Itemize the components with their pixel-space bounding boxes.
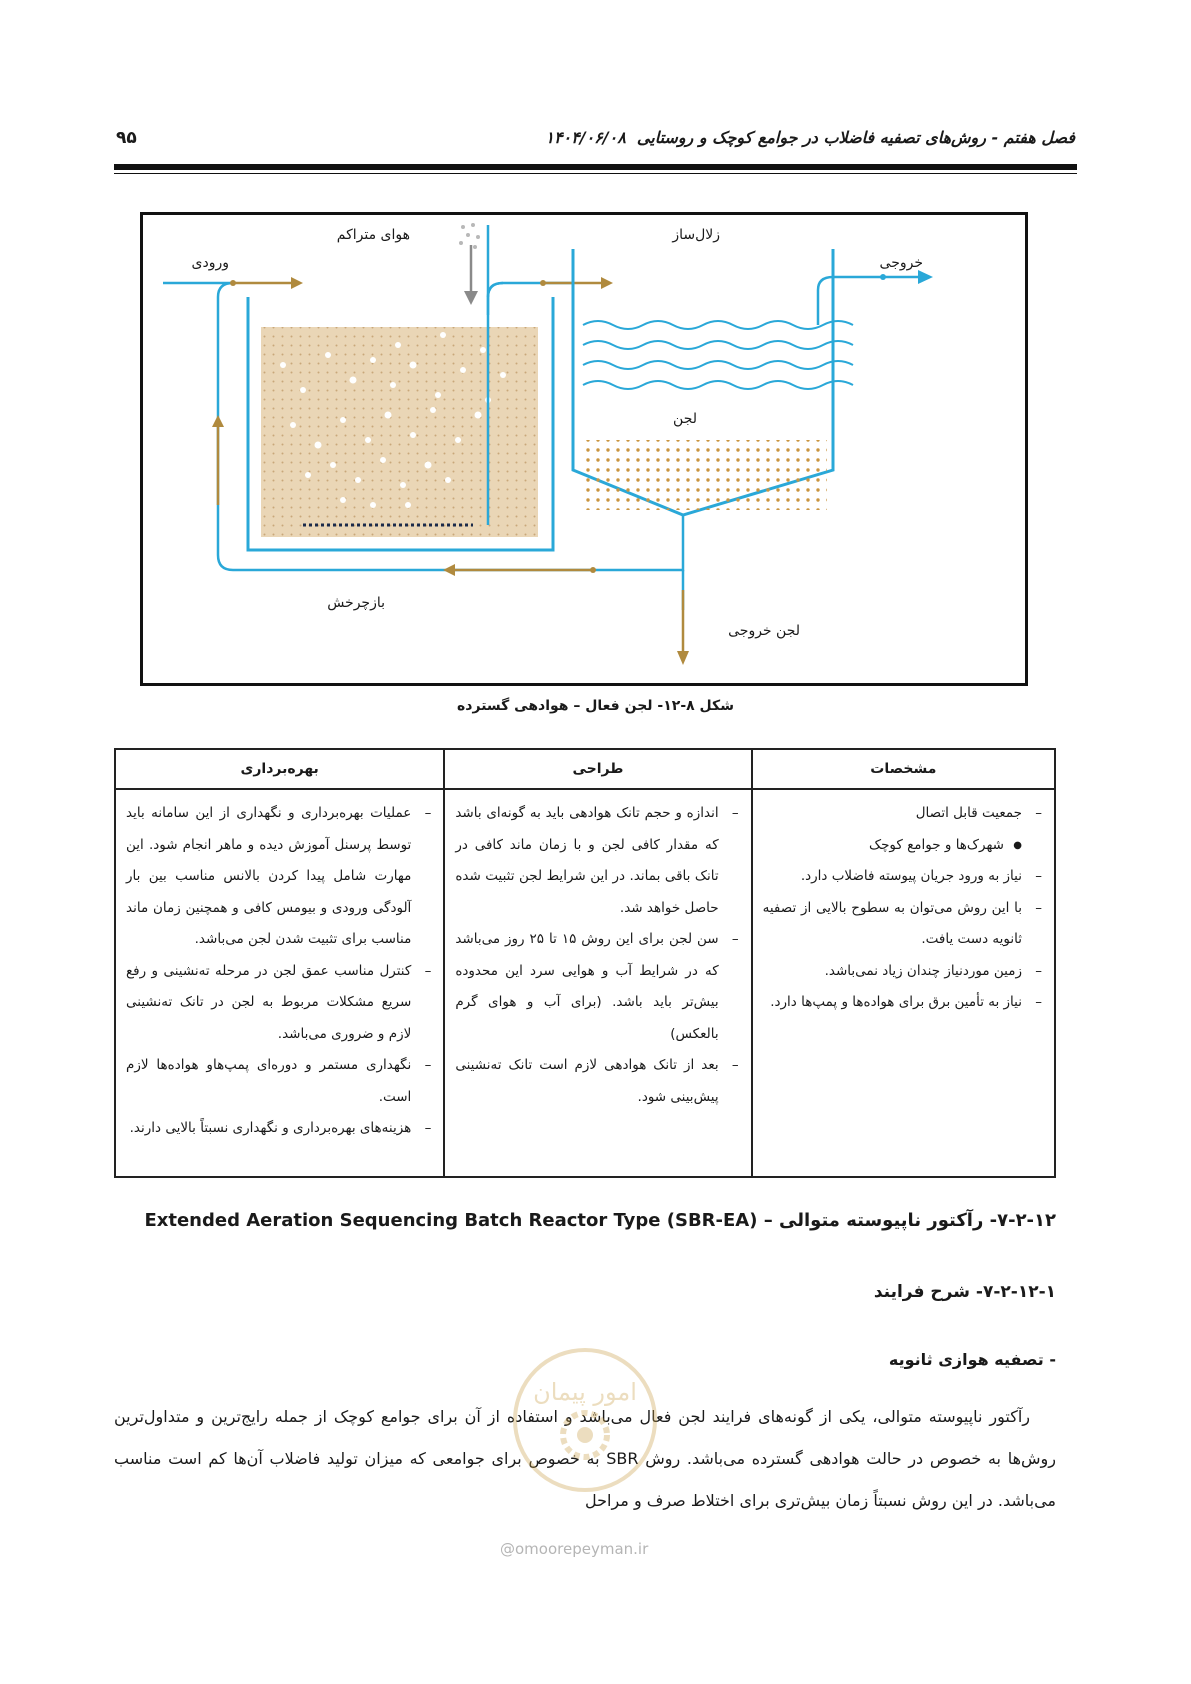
label-clarifier: زلال‌ساز xyxy=(672,227,720,243)
inlet-pipe xyxy=(163,283,233,515)
outlet-arrowhead xyxy=(918,270,933,284)
list-item: – زمین موردنیاز چندان زیاد نمی‌باشد. xyxy=(763,956,1044,988)
label-compressed-air: هوای متراکم xyxy=(336,227,410,243)
watermark-url: @omoorepeyman.ir xyxy=(500,1540,649,1558)
operation-cell xyxy=(115,789,444,1177)
clarifier-water-waves xyxy=(583,321,853,389)
header-design: طراحی xyxy=(444,749,751,789)
watermark-logo-text: امور پیمان xyxy=(533,1378,637,1406)
section-heading xyxy=(144,1210,1056,1231)
characteristics-table xyxy=(114,748,1056,1178)
list-item: ● شهرک‌ها و جوامع کوچک xyxy=(763,830,1026,862)
design-cell xyxy=(444,789,751,1177)
table-row xyxy=(115,789,1055,1177)
list-item: – کنترل مناسب عمق لجن در مرحله ته‌نشینی و رفع سریع مشکلات مربوط به لجن در تانک ته‌نشینی لازم و ضروری می‌باشد. xyxy=(126,956,433,1051)
section-heading-fa: رآکتور ناپیوسته متوالی – xyxy=(763,1210,984,1231)
list-item: – عملیات بهره‌برداری و نگهداری از این سامانه باید توسط پرسنل آموزش دیده و ماهر انجام شود. این مهارت شامل پیدا کردن بالانس مناسب بین بار آلودگی ورودی و بیومس کافی و همچنین زمان ماند مناسب برای تثبیت شدن لجن می‌باشد. xyxy=(126,798,433,956)
chapter-title: فصل هفتم - روش‌های تصفیه فاضلاب در جوامع کوچک و روستایی xyxy=(636,128,1075,147)
diagram-svg xyxy=(143,215,1025,683)
transfer-pipe xyxy=(488,283,573,297)
running-title xyxy=(545,128,1075,147)
table-header-row xyxy=(115,749,1055,789)
header-operation: بهره‌برداری xyxy=(115,749,444,789)
aeration-sludge-volume xyxy=(261,327,538,537)
section-heading-number: ۷-۲-۱۲- xyxy=(989,1210,1056,1231)
header-rule-thin xyxy=(114,173,1077,174)
subsection-heading: ۷-۲-۱۲-۱- شرح فرایند xyxy=(873,1282,1056,1302)
watermark-logo xyxy=(505,1340,665,1500)
list-item: – اندازه و حجم تانک هوادهی باید به گونه‌ای باشد که مقدار کافی لجن و با زمان ماند کافی در تانک باقی بماند. در این شرایط لجن تثبیت شده حاصل خواهد شد. xyxy=(455,798,740,924)
settled-sludge xyxy=(581,440,827,510)
header-date: ۱۴۰۴/۰۶/۰۸ xyxy=(545,128,626,147)
list-item: – هزینه‌های بهره‌برداری و نگهداری نسبتاً بالایی دارند. xyxy=(126,1113,433,1145)
header-rule xyxy=(114,164,1077,170)
list-item: – جمعیت قابل اتصال xyxy=(763,798,1044,830)
list-item: – بعد از تانک هوادهی لازم است تانک ته‌نشینی پیش‌بینی شود. xyxy=(455,1050,740,1113)
list-item: – نگهداری مستمر و دوره‌ای پمپ‌هاو هواده‌ها لازم است. xyxy=(126,1050,433,1113)
list-item: – سن لجن برای این روش ۱۵ تا ۲۵ روز می‌باشد که در شرایط آب و هوایی سرد این محدوده بیش‌تر باید باشد. (برای آب و هوای گرم بالعکس) xyxy=(455,924,740,1050)
list-item: – نیاز به ورود جریان پیوسته فاضلاب دارد. xyxy=(763,861,1044,893)
page-header xyxy=(116,128,1075,158)
label-sludge-out: لجن خروجی xyxy=(728,623,800,639)
label-outlet: خروجی xyxy=(879,255,923,271)
page-number: ۹۵ xyxy=(116,128,137,148)
label-sludge: لجن xyxy=(673,411,697,427)
sub-subsection-heading: - تصفیه هوازی ثانویه xyxy=(888,1350,1056,1369)
figure-caption: شکل ۸-۱۲- لجن فعال – هوادهی گسترده xyxy=(457,698,734,714)
air-particles xyxy=(459,223,480,249)
section-heading-en: Extended Aeration Sequencing Batch Reactor Type (SBR-EA) xyxy=(144,1210,758,1231)
air-arrowhead xyxy=(464,291,478,305)
list-item: – نیاز به تأمین برق برای هواده‌ها و پمپ‌ها دارد. xyxy=(763,987,1044,1019)
process-diagram xyxy=(140,212,1028,686)
label-recycle: بازچرخش xyxy=(327,595,385,611)
body-paragraph: رآکتور ناپیوسته متوالی، یکی از گونه‌های فرایند لجن فعال می‌باشد و استفاده از آن برای جوامع کوچک از جمله رایج‌ترین و متداول‌ترین روش‌ها به خصوص در حالت هوادهی گسترده می‌باشد. روش SBR به خصوص برای جوامعی که میزان تولید فاضلاب آن‌ها کم است مناسب می‌باشد. در این روش نسبتاً زمان بیش‌تری برای اختلاط صرف و مراحل xyxy=(114,1407,1057,1510)
specs-cell xyxy=(752,789,1055,1177)
label-inlet: ورودی xyxy=(191,255,229,271)
header-specs: مشخصات xyxy=(752,749,1055,789)
list-item: – با این روش می‌توان به سطوح بالایی از تصفیه ثانویه دست یافت. xyxy=(763,893,1044,956)
